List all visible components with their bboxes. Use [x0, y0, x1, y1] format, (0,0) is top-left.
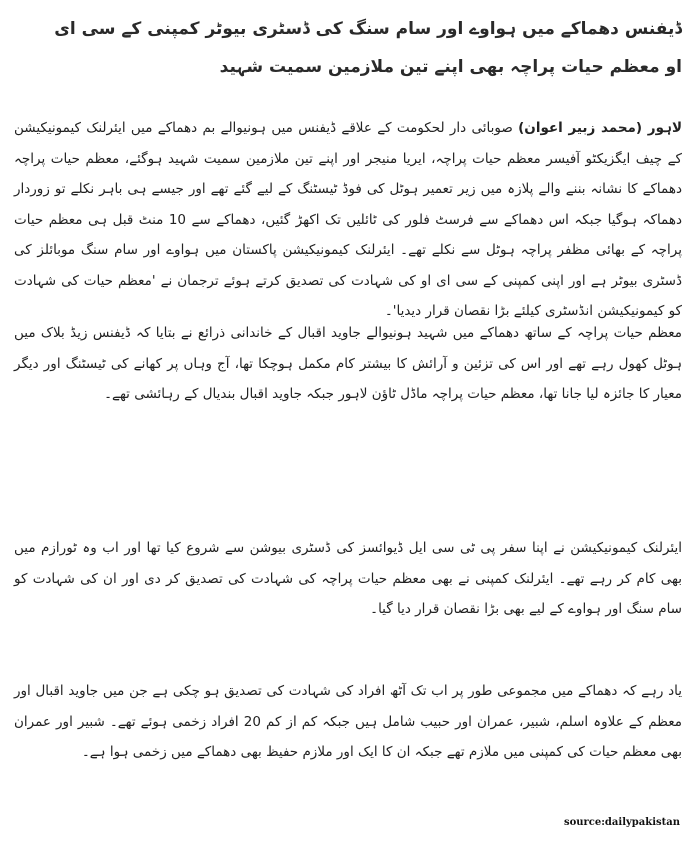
paragraph-text: معظم حیات پراچہ کے ساتھ دھماکے میں شہید ہونیوالے جاوید اقبال کے خاندانی ذرائع نے بتایا کہ ڈیفنس زیڈ بلاک میں ہوٹل کھول رہے تھے اور اس کی تزئین و آرائش کا بیشتر کام مکمل ہوچکا تھا، آج وہاں پر کھانے کی ٹیسٹنگ اور دیگر معیار کا جائزہ لیا جانا تھا، معظم حیات پراچہ ماڈل ٹاؤن لاہور جبکہ جاوید اقبال بندیال کے رہائشی تھے۔	[14, 325, 682, 402]
article-headline: ڈیفنس دھماکے میں ہواوے اور سام سنگ کی ڈسٹری بیوٹر کمپنی کے سی ای او معظم حیات پراچہ بھی اپنے تین ملازمین سمیت شہید	[54, 19, 682, 77]
paragraph-text: صوبائی دار لحکومت کے علاقے ڈیفنس میں ہونیوالے بم دھماکے میں ایئرلنک کیمونیکیشن کے چیف ایگزیکٹو آفیسر معظم حیات پراچہ، ایریا منیجر اور اپنے تین ملازمین سمیت شہید ہوگئے، معظم حیات پراچہ دھماکے کا نشانہ بننے والے پلازہ میں زیر تعمیر ہوٹل کی فوڈ ٹیسٹنگ کے لیے گئے تھے اور جیسے ہی باہر نکلے تو زوردار دھماکہ ہوگیا جبکہ اس دھماکے سے فرسٹ فلور کی ٹائلیں تک اکھڑ گئیں، دھماکے سے 10 منٹ قبل ہی معظم حیات پراچہ کے بھائی مظفر پراچہ ہوٹل سے نکلے تھے۔ ایئرلنک کیمونیکیشن پاکستان میں ہواوے اور سام سنگ موبائلز کی ڈسٹری بیوٹر ہے اور اپنی کمپنی کے سی ای او کی شہادت کی تصدیق کرتے ہوئے ترجمان نے 'معظم حیات کی شہادت کو کیمونیکیشن انڈسٹری کیلئے بڑا نقصان قرار دیدیا'۔	[14, 120, 682, 319]
article-paragraph-1	[14, 113, 682, 327]
article-paragraph-4	[14, 676, 682, 768]
article-paragraph-3	[14, 533, 682, 625]
paragraph-text: یاد رہے کہ دھماکے میں مجموعی طور پر اب تک آٹھ افراد کی شہادت کی تصدیق ہو چکی ہے جن میں جاوید اقبال اور معظم کے علاوہ اسلم، شبیر، عمران اور حبیب شامل ہیں جبکہ کم از کم 20 افراد زخمی ہوئے تھے۔ شبیر اور عمران بھی معظم حیات کی کمپنی میں ملازم تھے جبکہ ان کا ایک اور ملازم حفیظ بھی دھماکے میں زخمی ہوا ہے۔	[14, 683, 682, 760]
paragraph-text: ایئرلنک کیمونیکیشن نے اپنا سفر پی ٹی سی ایل ڈیوائسز کی ڈسٹری بیوشن سے شروع کیا تھا اور اب وہ ٹورازم میں بھی کام کر رہے تھے۔ ایئرلنک کمپنی نے بھی معظم حیات پراچہ کی شہادت کی تصدیق کر دی اور ان کی شہادت کو سام سنگ اور ہواوے کے لیے بھی بڑا نقصان قرار دیا گیا۔	[14, 540, 682, 617]
article-paragraph-2	[14, 318, 682, 410]
source-credit: source:dailypakistan	[563, 817, 680, 828]
byline: لاہور (محمد زبیر اعوان)	[518, 120, 682, 136]
